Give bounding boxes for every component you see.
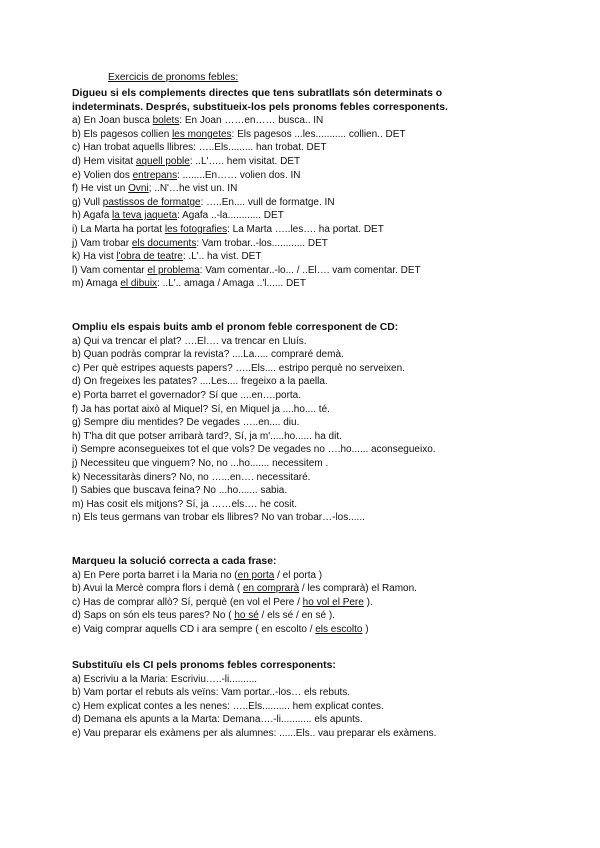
item-text: ). bbox=[363, 596, 373, 608]
section-heading: Ompliu els espais buits amb el pronom feble corresponent de CD: bbox=[72, 322, 399, 333]
exercise-item bbox=[72, 348, 542, 362]
exercise-item bbox=[72, 362, 542, 376]
item-text: k) Necessitaràs diners? No, no …...en…. necessitaré. bbox=[72, 471, 311, 483]
exercise-item bbox=[72, 457, 542, 471]
exercise-item bbox=[72, 196, 542, 210]
exercise-item bbox=[72, 471, 542, 485]
item-text: d) Saps on són els teus pares? No ( bbox=[72, 610, 235, 622]
worksheet-title: Exercicis de pronoms febles: bbox=[108, 72, 239, 83]
item-text: l) Vam comentar bbox=[72, 264, 148, 276]
item-text: a) En Joan busca bbox=[72, 115, 153, 127]
underlined-complement: entrepans bbox=[132, 169, 178, 181]
item-text: c) Per què estripes aquests papers? …..Els.... estripo perquè no serveixen. bbox=[72, 362, 405, 374]
item-text: e) Volien dos bbox=[72, 169, 133, 181]
section-substituir-ci bbox=[72, 659, 542, 741]
item-text: b) Els pagesos collien bbox=[72, 128, 173, 140]
exercise-item bbox=[72, 375, 542, 389]
exercise-item bbox=[72, 389, 542, 403]
underlined-complement: els escolto bbox=[315, 623, 363, 635]
item-text: a) Escriviu a la Maria: Escriviu…..-li.......... bbox=[72, 673, 258, 685]
underlined-complement: Ovni bbox=[128, 183, 149, 195]
exercise-item bbox=[72, 686, 542, 700]
underlined-complement: la teva jaqueta bbox=[112, 210, 178, 222]
item-text: / els sé / en sé ). bbox=[258, 610, 335, 622]
exercise-item bbox=[72, 623, 542, 637]
item-text: h) Agafa bbox=[72, 210, 113, 222]
item-text: c) Han trobat aquells llibres: …..Els......... han trobat. DET bbox=[72, 142, 327, 154]
item-text: e) Vaig comprar aquells CD i ara sempre ( en escolto / bbox=[72, 623, 316, 635]
item-list bbox=[72, 673, 542, 741]
exercise-item bbox=[72, 484, 542, 498]
item-list bbox=[72, 569, 542, 637]
item-list bbox=[72, 335, 542, 525]
item-text: n) Els teus germans van trobar els llibres? No van trobar…-los...... bbox=[72, 512, 365, 524]
item-text: j) Necessiteu que vinguem? No, no ...ho....... necessitem . bbox=[72, 457, 329, 469]
exercise-item bbox=[72, 209, 542, 223]
underlined-complement: l'obra de teatre bbox=[116, 251, 183, 263]
item-text: a) En Pere porta barret i la Maria no ( bbox=[72, 569, 238, 581]
exercise-item bbox=[72, 430, 542, 444]
underlined-complement: ho sé bbox=[234, 610, 259, 622]
item-text: c) Has de comprar allò? Sí, perquè (en vol el Pere / bbox=[72, 596, 303, 608]
item-list bbox=[72, 114, 542, 291]
section-heading: indeterminats. Després, substitueix-los pels pronoms febles corresponents. bbox=[72, 101, 448, 113]
item-text: : Agafa ..-la............ DET bbox=[177, 210, 284, 222]
item-text: ) bbox=[362, 623, 369, 635]
exercise-item bbox=[72, 582, 542, 596]
exercise-item bbox=[72, 416, 542, 430]
underlined-complement: el dibuix bbox=[120, 278, 158, 290]
item-text: d) Demana els apunts a la Marta: Demana….-li........... els apunts. bbox=[72, 714, 363, 726]
item-text: k) Ha vist bbox=[72, 251, 117, 263]
item-text: : Vam trobar..-los............ DET bbox=[196, 237, 328, 249]
exercise-item bbox=[72, 673, 542, 687]
exercise-item bbox=[72, 250, 542, 264]
exercise-item bbox=[72, 335, 542, 349]
item-text: a) Qui va trencar el plat? ….El…. va trencar en Lluís. bbox=[72, 335, 307, 347]
exercise-item bbox=[72, 141, 542, 155]
item-text: c) Hem explicat contes a les nenes: …..Els.......... hem explicat contes. bbox=[72, 700, 384, 712]
item-text: : En Joan ……en…… busca.. IN bbox=[179, 115, 324, 127]
item-text: b) Quan podràs comprar la revista? ....La..... compraré demà. bbox=[72, 349, 344, 361]
exercise-item bbox=[72, 182, 542, 196]
item-text: : La Marta …..les…. ha portat. DET bbox=[227, 223, 384, 235]
item-text: i) La Marta ha portat bbox=[72, 223, 165, 235]
item-text: d) On fregeixes les patates? ....Les.... fregeixo a la paella. bbox=[72, 376, 328, 388]
item-text: f) Ja has portat això al Miquel? Sí, en Miquel ja ....ho.... té. bbox=[72, 403, 330, 415]
exercise-item bbox=[72, 264, 542, 278]
item-text: e) Porta barret el governador? Sí que ....en….porta. bbox=[72, 389, 302, 401]
exercise-item bbox=[72, 403, 542, 417]
section-determinats bbox=[72, 87, 542, 291]
item-text: / el porta ) bbox=[274, 569, 323, 581]
underlined-complement: aquell poble bbox=[135, 155, 190, 167]
exercise-item bbox=[72, 609, 542, 623]
exercise-item bbox=[72, 727, 542, 741]
exercise-item bbox=[72, 443, 542, 457]
exercise-item bbox=[72, 511, 542, 525]
item-text: l) Sabies que buscava feina? No ...ho....... sabia. bbox=[72, 485, 288, 497]
exercise-item bbox=[72, 169, 542, 183]
item-text: g) Sempre diu mentides? De vegades …..en.... diu. bbox=[72, 417, 300, 429]
exercise-item bbox=[72, 596, 542, 610]
exercise-item bbox=[72, 713, 542, 727]
exercise-item bbox=[72, 700, 542, 714]
exercise-item bbox=[72, 128, 542, 142]
item-text: / les comprarà) el Ramon. bbox=[299, 583, 417, 595]
underlined-complement: bolets bbox=[152, 115, 180, 127]
exercise-item bbox=[72, 569, 542, 583]
underlined-complement: en porta bbox=[237, 569, 275, 581]
item-text: d) Hem visitat bbox=[72, 155, 136, 167]
exercise-item bbox=[72, 498, 542, 512]
section-heading: Substituïu els CI pels pronoms febles corresponents: bbox=[72, 660, 336, 671]
item-text: : ........En…… volien dos. IN bbox=[177, 169, 301, 181]
item-text: b) Vam portar el rebuts als veïns: Vam portar..-los… els rebuts. bbox=[72, 687, 351, 699]
item-text: f) He vist un bbox=[72, 183, 129, 195]
underlined-complement: pastissos de formatge bbox=[102, 196, 201, 208]
exercise-item bbox=[72, 237, 542, 251]
item-text: e) Vau preparar els exàmens per als alumnes: ......Els.. vau preparar els exàmens. bbox=[72, 727, 437, 739]
underlined-complement: els documents bbox=[131, 237, 197, 249]
item-text: ; ..N'…he vist un. IN bbox=[148, 183, 238, 195]
underlined-complement: les fotografies bbox=[164, 223, 228, 235]
item-text: : .L'.. ha vist. DET bbox=[182, 251, 262, 263]
exercise-item bbox=[72, 223, 542, 237]
item-text: : ..L'.. amaga / Amaga ..'l...... DET bbox=[157, 278, 306, 290]
underlined-complement: ho vol el Pere bbox=[302, 596, 364, 608]
item-text: h) T'ha dit que potser arribarà tard?, Sí, ja m'.....ho...... ha dit. bbox=[72, 430, 342, 442]
section-solucio-correcta bbox=[72, 555, 542, 637]
item-text: m) Amaga bbox=[72, 278, 121, 290]
item-text: : Els pagesos ...les........... collien.. DET bbox=[231, 128, 406, 140]
item-text: : Vam comentar..-lo... / ..El…. vam comentar. DET bbox=[199, 264, 421, 276]
underlined-complement: el problema bbox=[147, 264, 200, 276]
underlined-complement: en comprarà bbox=[243, 583, 300, 595]
item-text: : …..En.... vull de formatge. IN bbox=[200, 196, 335, 208]
section-omplir-cd bbox=[72, 321, 542, 525]
underlined-complement: les mongetes bbox=[172, 128, 232, 140]
item-text: b) Avui la Mercè compra flors i demà ( bbox=[72, 583, 243, 595]
item-text: j) Vam trobar bbox=[72, 237, 132, 249]
item-text: i) Sempre aconsegueixes tot el que vols? De vegades no ….ho...... aconsegueixo. bbox=[72, 444, 436, 456]
item-text: : ..L'….. hem visitat. DET bbox=[189, 155, 301, 167]
exercise-item bbox=[72, 277, 542, 291]
exercise-item bbox=[72, 114, 542, 128]
item-text: g) Vull bbox=[72, 196, 103, 208]
exercise-item bbox=[72, 155, 542, 169]
section-heading: Digueu si els complements directes que tens subratllats són determinats o bbox=[72, 88, 443, 99]
item-text: m) Has cosit els mitjons? Sí, ja ……els…. he cosit. bbox=[72, 498, 298, 510]
section-heading: Marqueu la solució correcta a cada frase: bbox=[72, 556, 277, 567]
